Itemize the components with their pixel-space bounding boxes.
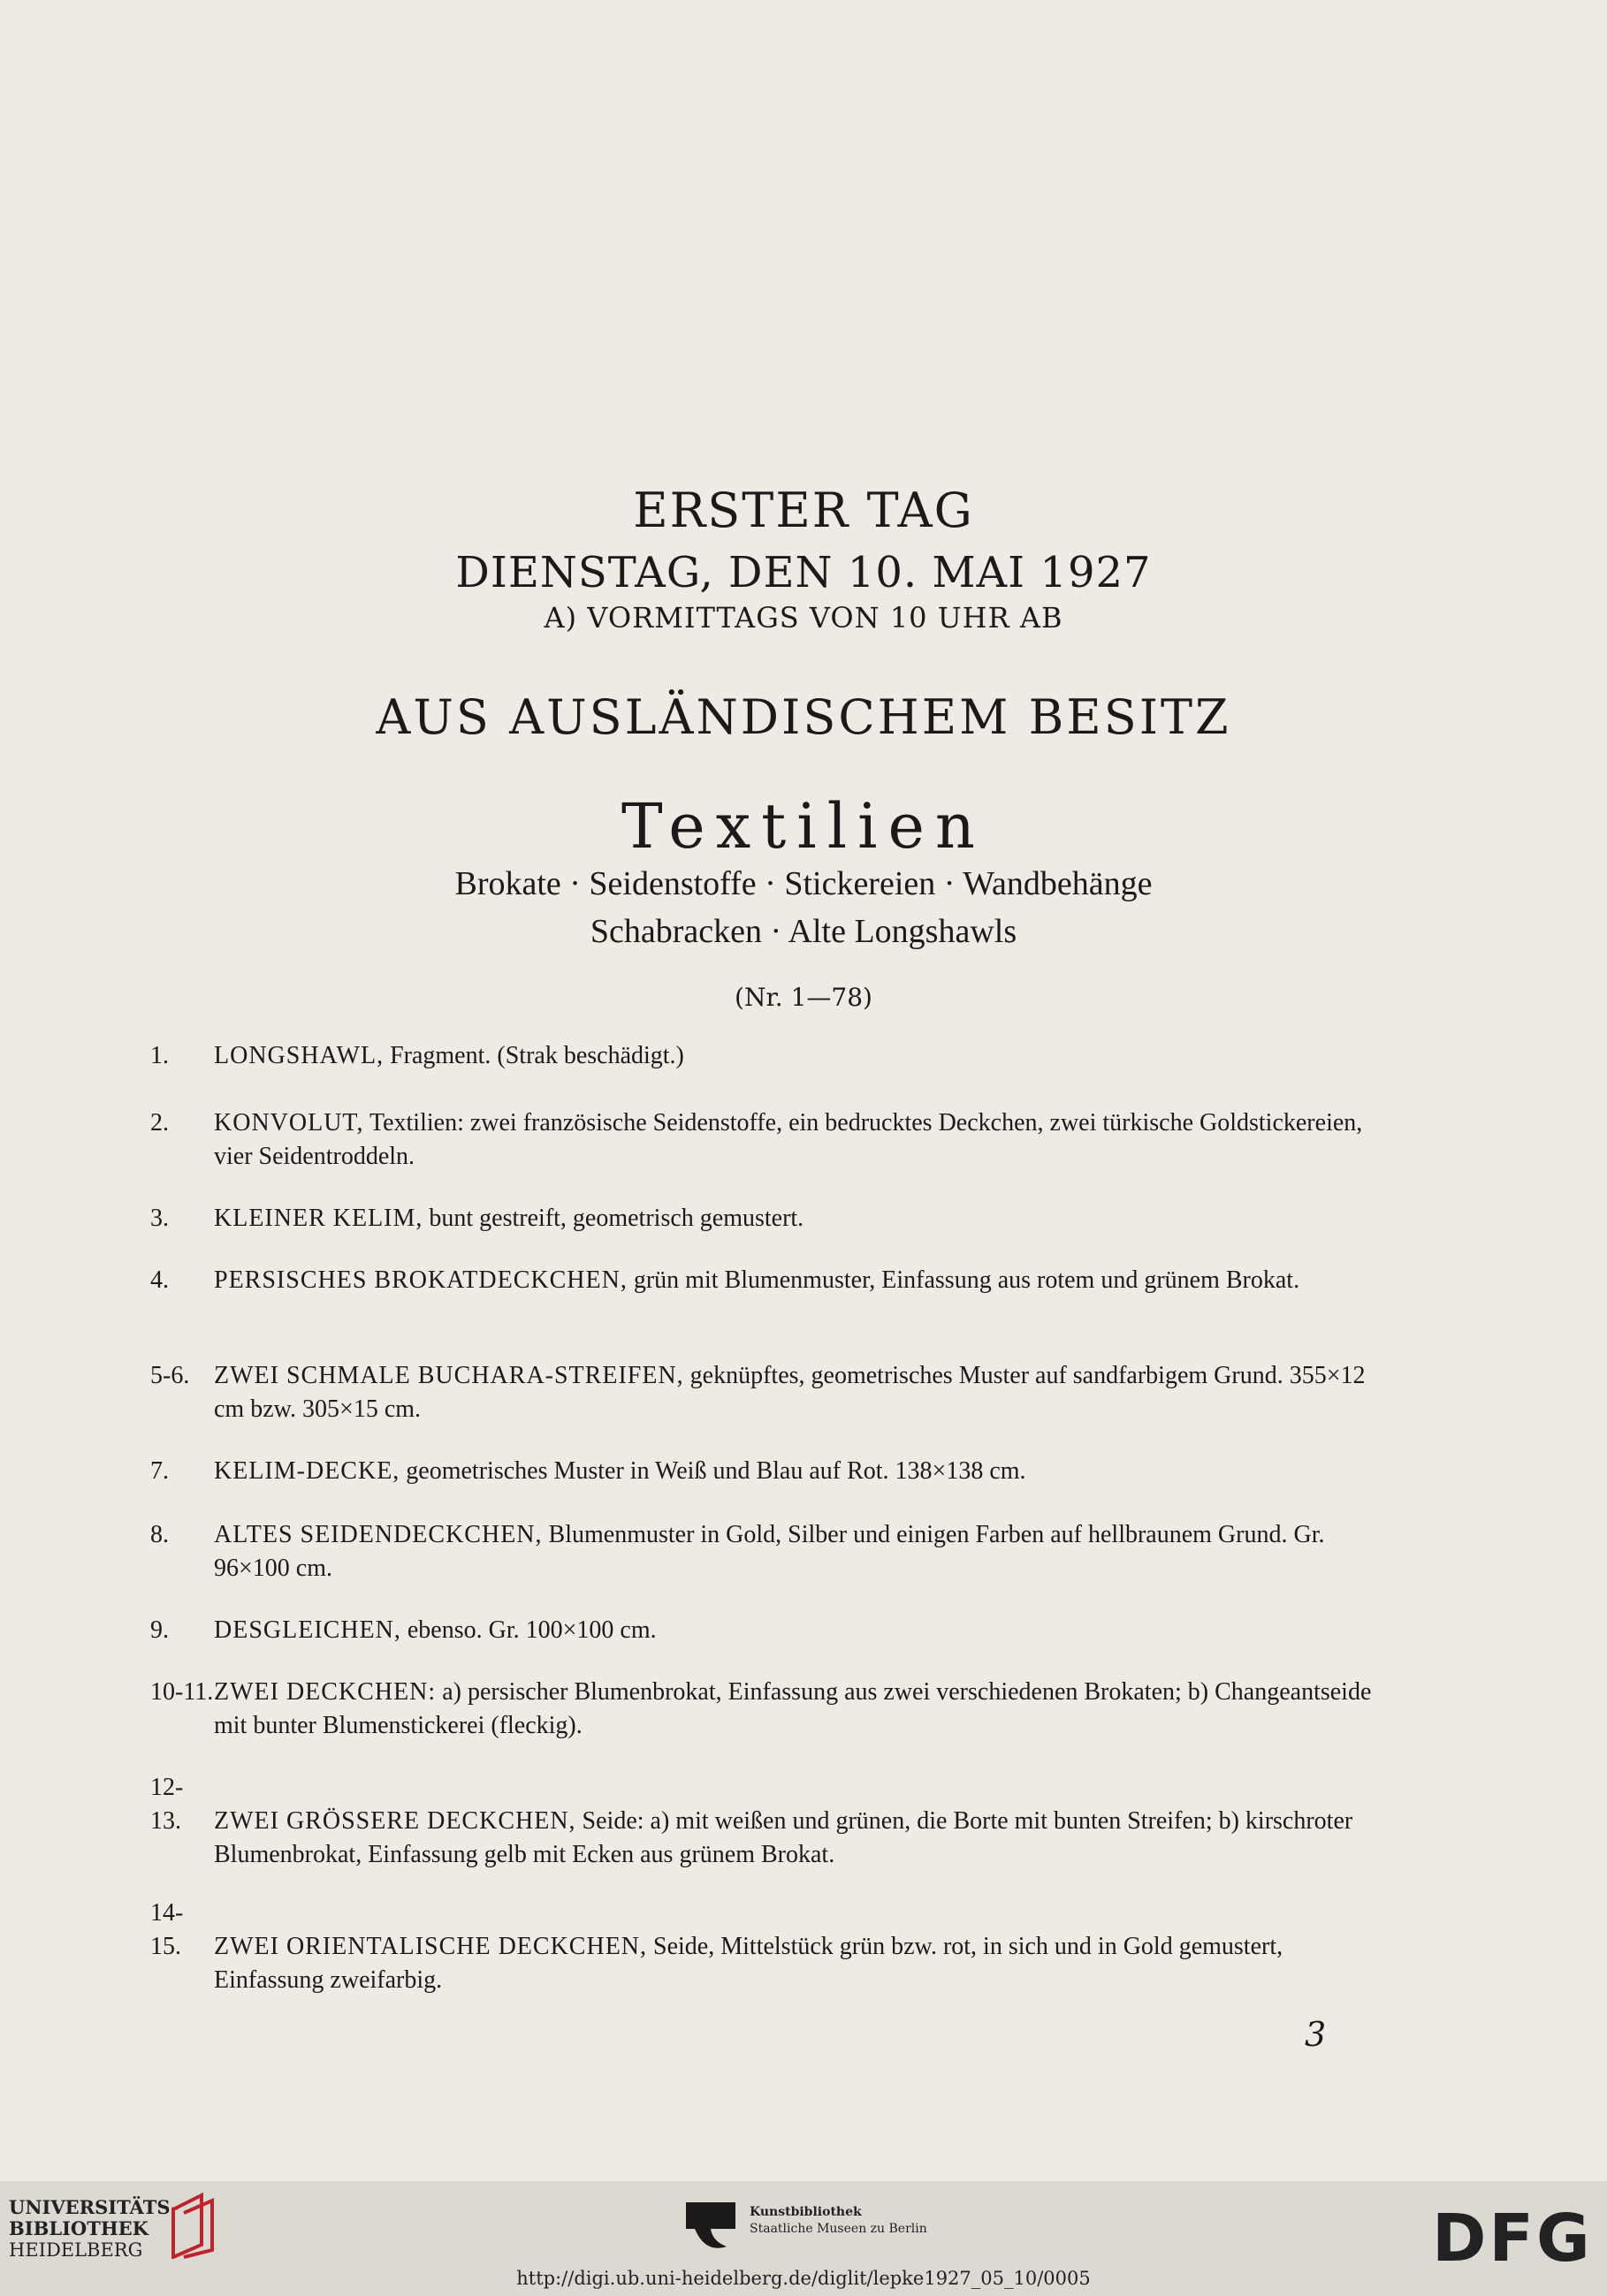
lot-description: a) persischer Blumenbrokat, Einfassung aus zwei verschiedenen Brokaten; b) Changeantseide mit bunter Blumenstickerei (fleckig). [214, 1678, 1372, 1739]
lot-number: 8. [150, 1521, 169, 1548]
subcategories-line-1: Brokate · Seidenstoffe · Stickereien · Wandbehänge [454, 865, 1153, 902]
lot-description: geometrisches Muster in Weiß und Blau auf Rot. 138×138 cm. [400, 1457, 1026, 1485]
lot-entry [150, 1614, 1390, 1647]
ub-logo-line-2: BIBLIOTHEK [9, 2217, 149, 2239]
lot-description: bunt gestreift, geometrisch gemustert. [423, 1205, 804, 1232]
lot-number: 3. [150, 1205, 169, 1232]
permalink-url[interactable]: http://digi.ub.uni-heidelberg.de/diglit/lepke1927_05_10/0005 [516, 2268, 1091, 2289]
lot-number: 5-6. [150, 1362, 190, 1389]
lot-title: ALTES SEIDENDECKCHEN, [214, 1521, 543, 1548]
lot-entry [150, 1771, 1390, 1872]
date-title: DIENSTAG, DEN 10. MAI 1927 [455, 548, 1152, 597]
ub-logo-line-3: HEIDELBERG [9, 2239, 143, 2261]
lot-title: DESGLEICHEN, [214, 1616, 401, 1644]
lot-range: (Nr. 1—78) [735, 983, 872, 1012]
lot-number: 14-15. [150, 1899, 184, 1960]
lot-number: 12-13. [150, 1774, 184, 1835]
lot-number: 2. [150, 1109, 169, 1137]
lot-entry [150, 1039, 1390, 1073]
kb-logo-line-2: Staatliche Museen zu Berlin [750, 2222, 927, 2236]
lot-title: PERSISCHES BROKATDECKCHEN, [214, 1266, 628, 1294]
lot-entry [150, 1202, 1390, 1235]
lot-description: ebenso. Gr. 100×100 cm. [400, 1616, 657, 1644]
lot-description: Textilien: zwei französische Seidenstoffe, ein bedrucktes Deckchen, zwei türkische Goldstickereien, vier Seidentroddeln. [214, 1109, 1363, 1170]
lot-description: Seide: a) mit weißen und grünen, die Borte mit bunten Streifen; b) kirschroter Blumenbrokat, Einfassung gelb mit Ecken aus grünem Brokat. [214, 1807, 1353, 1868]
lot-entry [150, 1264, 1390, 1297]
lot-description: Blumenmuster in Gold, Silber und einigen Farben auf hellbraunem Grund. Gr. 96×100 cm. [214, 1521, 1325, 1582]
day-title: ERSTER TAG [633, 483, 974, 538]
kunstbibliothek-emblem-icon [686, 2202, 735, 2254]
lot-entry [150, 1106, 1390, 1174]
session-title: A) VORMITTAGS VON 10 UHR AB [544, 601, 1063, 635]
category-title: Textilien [621, 790, 986, 863]
lot-number: 10-11. [150, 1678, 214, 1706]
lot-title: KELIM-DECKE, [214, 1457, 400, 1485]
lot-title: LONGSHAWL, [214, 1042, 385, 1069]
lot-number: 1. [150, 1042, 169, 1069]
dfg-logo[interactable]: DFG [1432, 2201, 1593, 2277]
lot-number: 9. [150, 1616, 169, 1644]
subcategories-line-2: Schabracken · Alte Longshawls [590, 913, 1017, 950]
lot-entry [150, 1897, 1390, 1997]
lot-title: KLEINER KELIM, [214, 1205, 423, 1232]
lot-description: grün mit Blumenmuster, Einfassung aus rotem und grünem Brokat. [627, 1266, 1300, 1294]
lot-title: KONVOLUT, [214, 1109, 364, 1137]
lot-title: ZWEI GRÖSSERE DECKCHEN, [214, 1807, 576, 1835]
lot-entry [150, 1455, 1390, 1488]
lot-description: Seide, Mittelstück grün bzw. rot, in sich und in Gold gemustert, Einfassung zweifarbig. [214, 1933, 1283, 1994]
lot-title: ZWEI ORIENTALISCHE DECKCHEN, [214, 1933, 648, 1960]
lot-description: geknüpftes, geometrisches Muster auf sandfarbigem Grund. 355×12 cm bzw. 305×15 cm. [214, 1362, 1366, 1423]
lot-description: Fragment. (Strak beschädigt.) [384, 1042, 684, 1069]
lot-title: ZWEI SCHMALE BUCHARA-STREIFEN, [214, 1362, 684, 1389]
lot-title: ZWEI DECKCHEN: [214, 1678, 437, 1706]
ub-logo-line-1: UNIVERSITÄTS- [9, 2196, 179, 2218]
provenance-title: AUS AUSLÄNDISCHEM BESITZ [376, 689, 1231, 745]
kb-logo-line-1: Kunstbibliothek [750, 2205, 862, 2219]
lot-number: 7. [150, 1457, 169, 1485]
kunstbibliothek-logo[interactable] [750, 2204, 927, 2238]
lot-number: 4. [150, 1266, 169, 1294]
lot-entry [150, 1359, 1390, 1426]
ub-emblem-icon [166, 2192, 223, 2259]
page-number: 3 [1305, 2015, 1327, 2054]
lot-entry [150, 1518, 1390, 1585]
lot-entry [150, 1676, 1390, 1743]
